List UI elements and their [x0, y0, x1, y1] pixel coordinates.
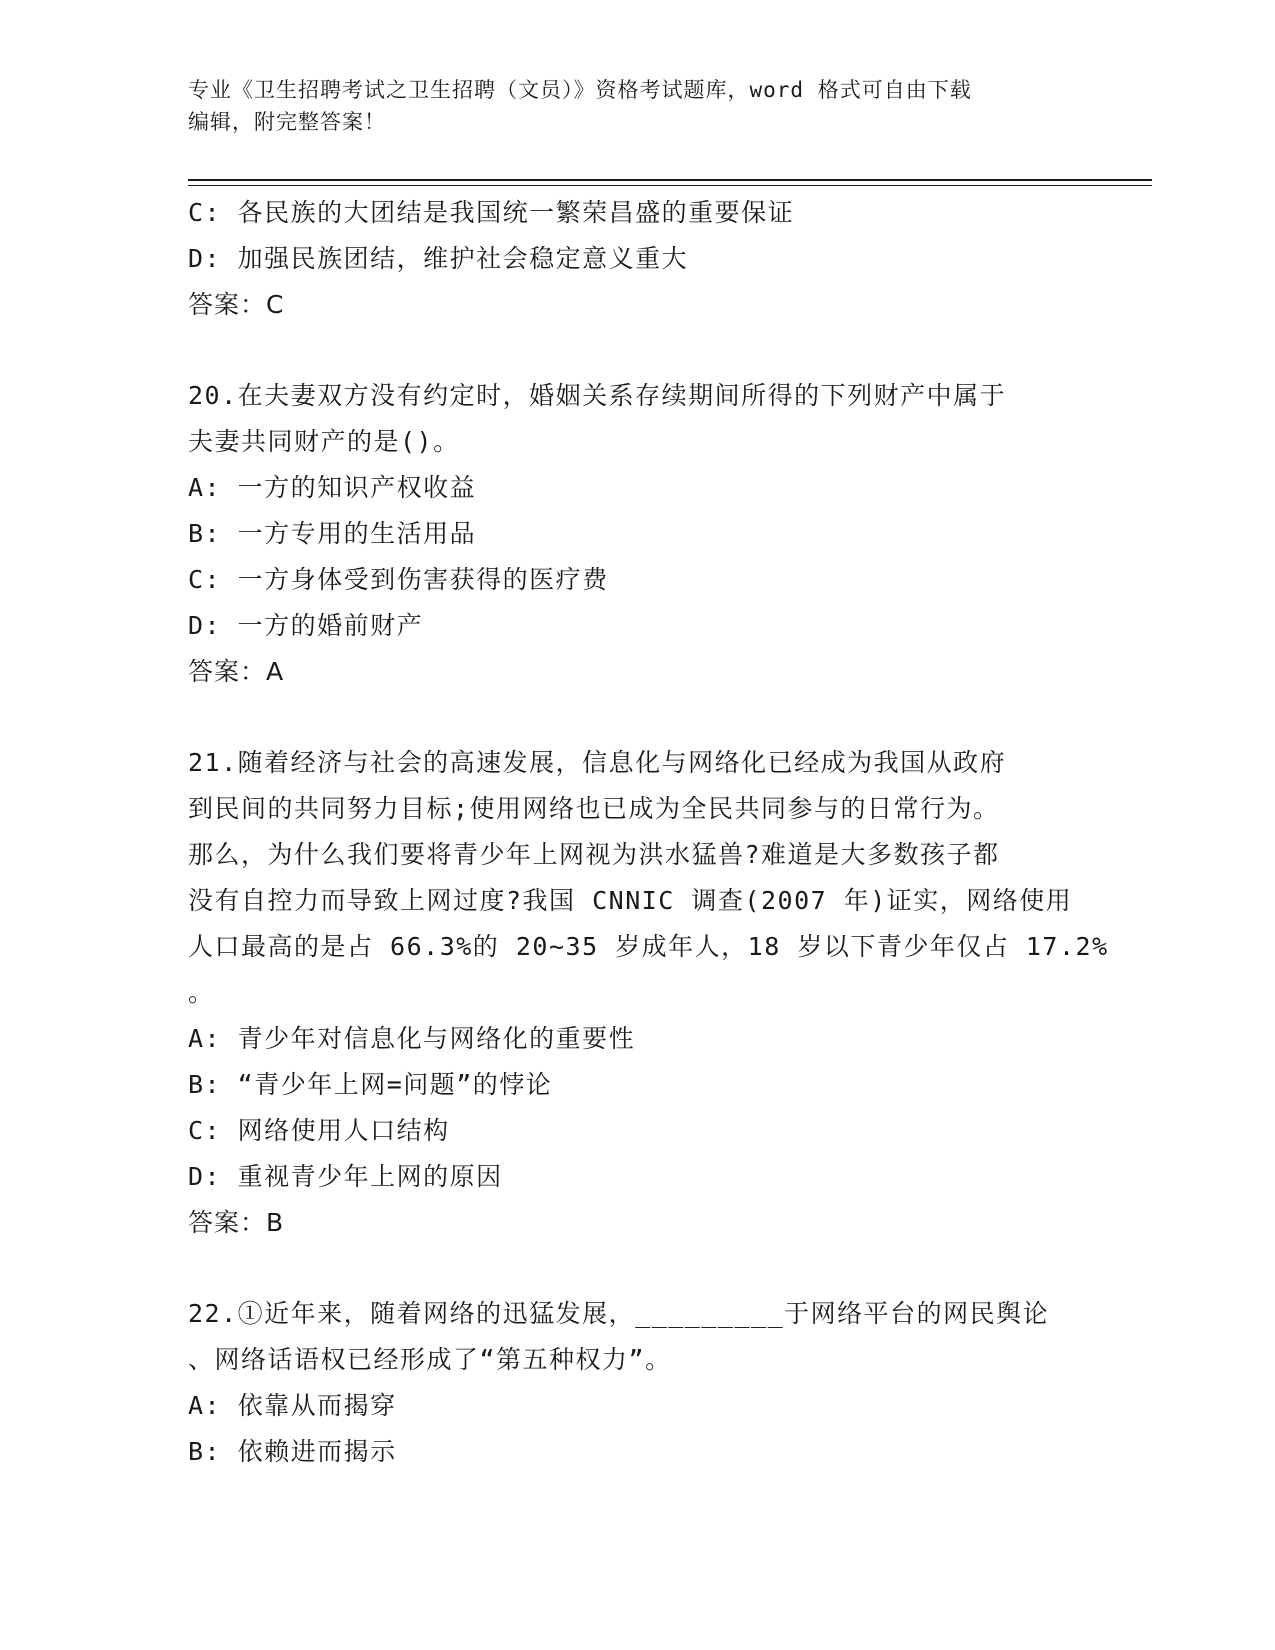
question-21: [188, 740, 1109, 1246]
stem-line: 没有自控力而导致上网过度?我国 CNNIC 调查(2007 年)证实，网络使用: [188, 886, 1073, 915]
header-title-line-1: 专业《卫生招聘考试之卫生招聘（文员）》资格考试题库，word 格式可自由下载: [188, 78, 972, 102]
stem-line: 夫妻共同财产的是()。: [188, 427, 460, 456]
answer-line: 答案：C: [188, 290, 285, 319]
question-stem: [188, 1291, 1088, 1383]
option-c: C: 一方身体受到伤害获得的医疗费: [188, 565, 609, 594]
stem-line: 到民间的共同努力目标;使用网络也已成为全民共同参与的日常行为。: [188, 794, 1000, 823]
stem-line: 那么，为什么我们要将青少年上网视为洪水猛兽?难道是大多数孩子都: [188, 840, 1000, 869]
option-d: D: 一方的婚前财产: [188, 611, 424, 640]
option-a: A: 一方的知识产权收益: [188, 473, 477, 502]
header-title-line-2: 编辑，附完整答案！: [188, 110, 386, 134]
question-spacer: [188, 695, 1088, 740]
option-b: B: 依赖进而揭示: [188, 1437, 397, 1466]
question-19: [188, 190, 1088, 328]
option-b: B: “青少年上网=问题”的悖论: [188, 1070, 553, 1099]
question-stem: [188, 373, 1088, 465]
option-a: A: 依靠从而揭穿: [188, 1391, 397, 1420]
stem-line: 人口最高的是占 66.3%的 20~35 岁成年人，18 岁以下青少年仅占 17.2%: [188, 932, 1109, 961]
question-spacer: [188, 328, 1088, 373]
option-c: C: 各民族的大团结是我国统一繁荣昌盛的重要保证: [188, 198, 795, 227]
question-stem: [188, 740, 1109, 1016]
header-divider-thick: [188, 179, 1152, 181]
option-d: D: 重视青少年上网的原因: [188, 1162, 503, 1191]
option-b: B: 一方专用的生活用品: [188, 519, 477, 548]
option-d: D: 加强民族团结，维护社会稳定意义重大: [188, 244, 689, 273]
header-divider-thin: [188, 185, 1152, 186]
stem-line: 22.①近年来，随着网络的迅猛发展，_________于网络平台的网民舆论: [188, 1299, 1050, 1328]
stem-line: 21.随着经济与社会的高速发展，信息化与网络化已经成为我国从政府: [188, 748, 1007, 777]
stem-line: 。: [188, 978, 215, 1007]
answer-line: 答案：B: [188, 1208, 285, 1237]
question-spacer: [188, 1246, 1088, 1291]
option-c: C: 网络使用人口结构: [188, 1116, 450, 1145]
question-list: [188, 190, 1109, 1475]
answer-line: 答案：A: [188, 657, 285, 686]
stem-line: 20.在夫妻双方没有约定时，婚姻关系存续期间所得的下列财产中属于: [188, 381, 1007, 410]
option-a: A: 青少年对信息化与网络化的重要性: [188, 1024, 636, 1053]
question-22: [188, 1291, 1088, 1475]
stem-line: 、网络话语权已经形成了“第五种权力”。: [188, 1345, 672, 1374]
question-20: [188, 373, 1088, 695]
page-header: [188, 74, 1088, 138]
